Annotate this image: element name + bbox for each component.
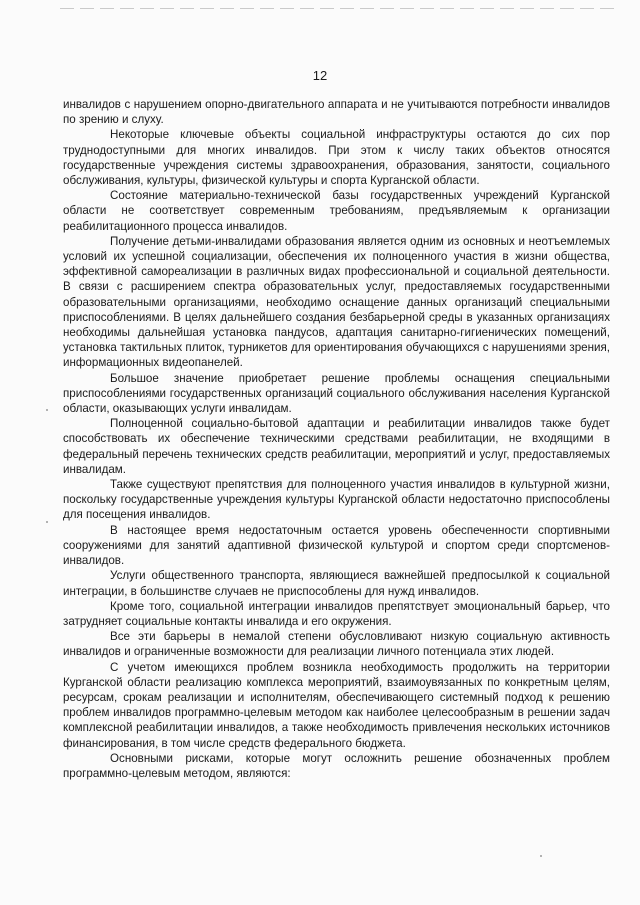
paragraph: Основными рисками, которые могут осложнить решение обозначенных проблем программно-целевым методом, являются: [63, 751, 610, 780]
paragraph: инвалидов с нарушением опорно-двигательного аппарата и не учитываются потребности инвалидов по зрению и слуху. [63, 98, 610, 127]
paragraph: Получение детьми-инвалидами образования является одним из основных и неотъемлемых условий их успешной социализации, обеспечения их полноценного участия в жизни общества, эффективной самореализации в различных видах профессиональной и социальной деятельности. В связи с расширением спектра образовательных услуг, предоставляемых государственными образовательными организациями, необходимо оснащение данных организаций специальными приспособлениями. В целях дальнейшего создания безбарьерной среды в указанных организациях необходимы дальнейшая установка пандусов, адаптация санитарно-гигиенических помещений, установка тактильных плиток, турникетов для ориентирования обучающихся с нарушениями зрения, информационных видеопанелей. [63, 234, 610, 370]
paragraph: Услуги общественного транспорта, являющиеся важнейшей предпосылкой к социальной интеграции, в большинстве случаев не приспособлены для нужд инвалидов. [63, 569, 610, 598]
paragraph: Состояние материально-технической базы государственных учреждений Курганской области не соответствует современным требованиям, предъявляемым к организации реабилитационного процесса инвалидов. [63, 189, 610, 233]
paragraph: Все эти барьеры в немалой степени обусловливают низкую социальную активность инвалидов и ограниченные возможности для реализации личного потенциала этих людей. [63, 630, 610, 659]
scan-edge-artifact [60, 8, 620, 9]
scan-speck [46, 521, 48, 523]
page-number: 12 [312, 68, 328, 83]
scan-speck [46, 409, 48, 411]
paragraph: Кроме того, социальной интеграции инвалидов препятствует эмоциональный барьер, что затрудняет социальные контакты инвалида и его окружения. [63, 599, 610, 628]
paragraph: С учетом имеющихся проблем возникла необходимость продолжить на территории Курганской области реализацию комплекса мероприятий, взаимоувязанных по конкретным целям, ресурсам, срокам реализации и исполнителям, обеспечивающего системный подход к решению проблем инвалидов программно-целевым методом как наиболее целесообразным в решении задач комплексной реабилитации инвалидов, а также необходимость привлечения нескольких источников финансирования, в том числе средств федерального бюджета. [63, 660, 610, 750]
document-body [63, 97, 610, 781]
paragraph: В настоящее время недостаточным остается уровень обеспеченности спортивными сооружениями для занятий адаптивной физической культурой и спортом среди спортсменов-инвалидов. [63, 523, 610, 568]
paragraph: Большое значение приобретает решение проблемы оснащения специальными приспособлениями государственных организаций социального обслуживания населения Курганской области, оказывающих услуги инвалидам. [63, 371, 610, 416]
paragraph: Некоторые ключевые объекты социальной инфраструктуры остаются до сих пор труднодоступными для многих инвалидов. При этом к числу таких объектов относятся государственные учреждения системы здравоохранения, образования, занятости, социального обслуживания, культуры, физической культуры и спорта Курганской области. [63, 128, 610, 188]
scan-speck [540, 855, 542, 857]
paragraph: Также существуют препятствия для полноценного участия инвалидов в культурной жизни, поскольку государственные учреждения культуры Курганской области недостаточно приспособлены для посещения инвалидов. [63, 478, 610, 522]
paragraph: Полноценной социально-бытовой адаптации и реабилитации инвалидов также будет способствовать их обеспечение техническими средствами реабилитации, не входящими в федеральный перечень технических средств реабилитации, мероприятий и услуг, предоставляемых инвалидам. [63, 417, 610, 476]
